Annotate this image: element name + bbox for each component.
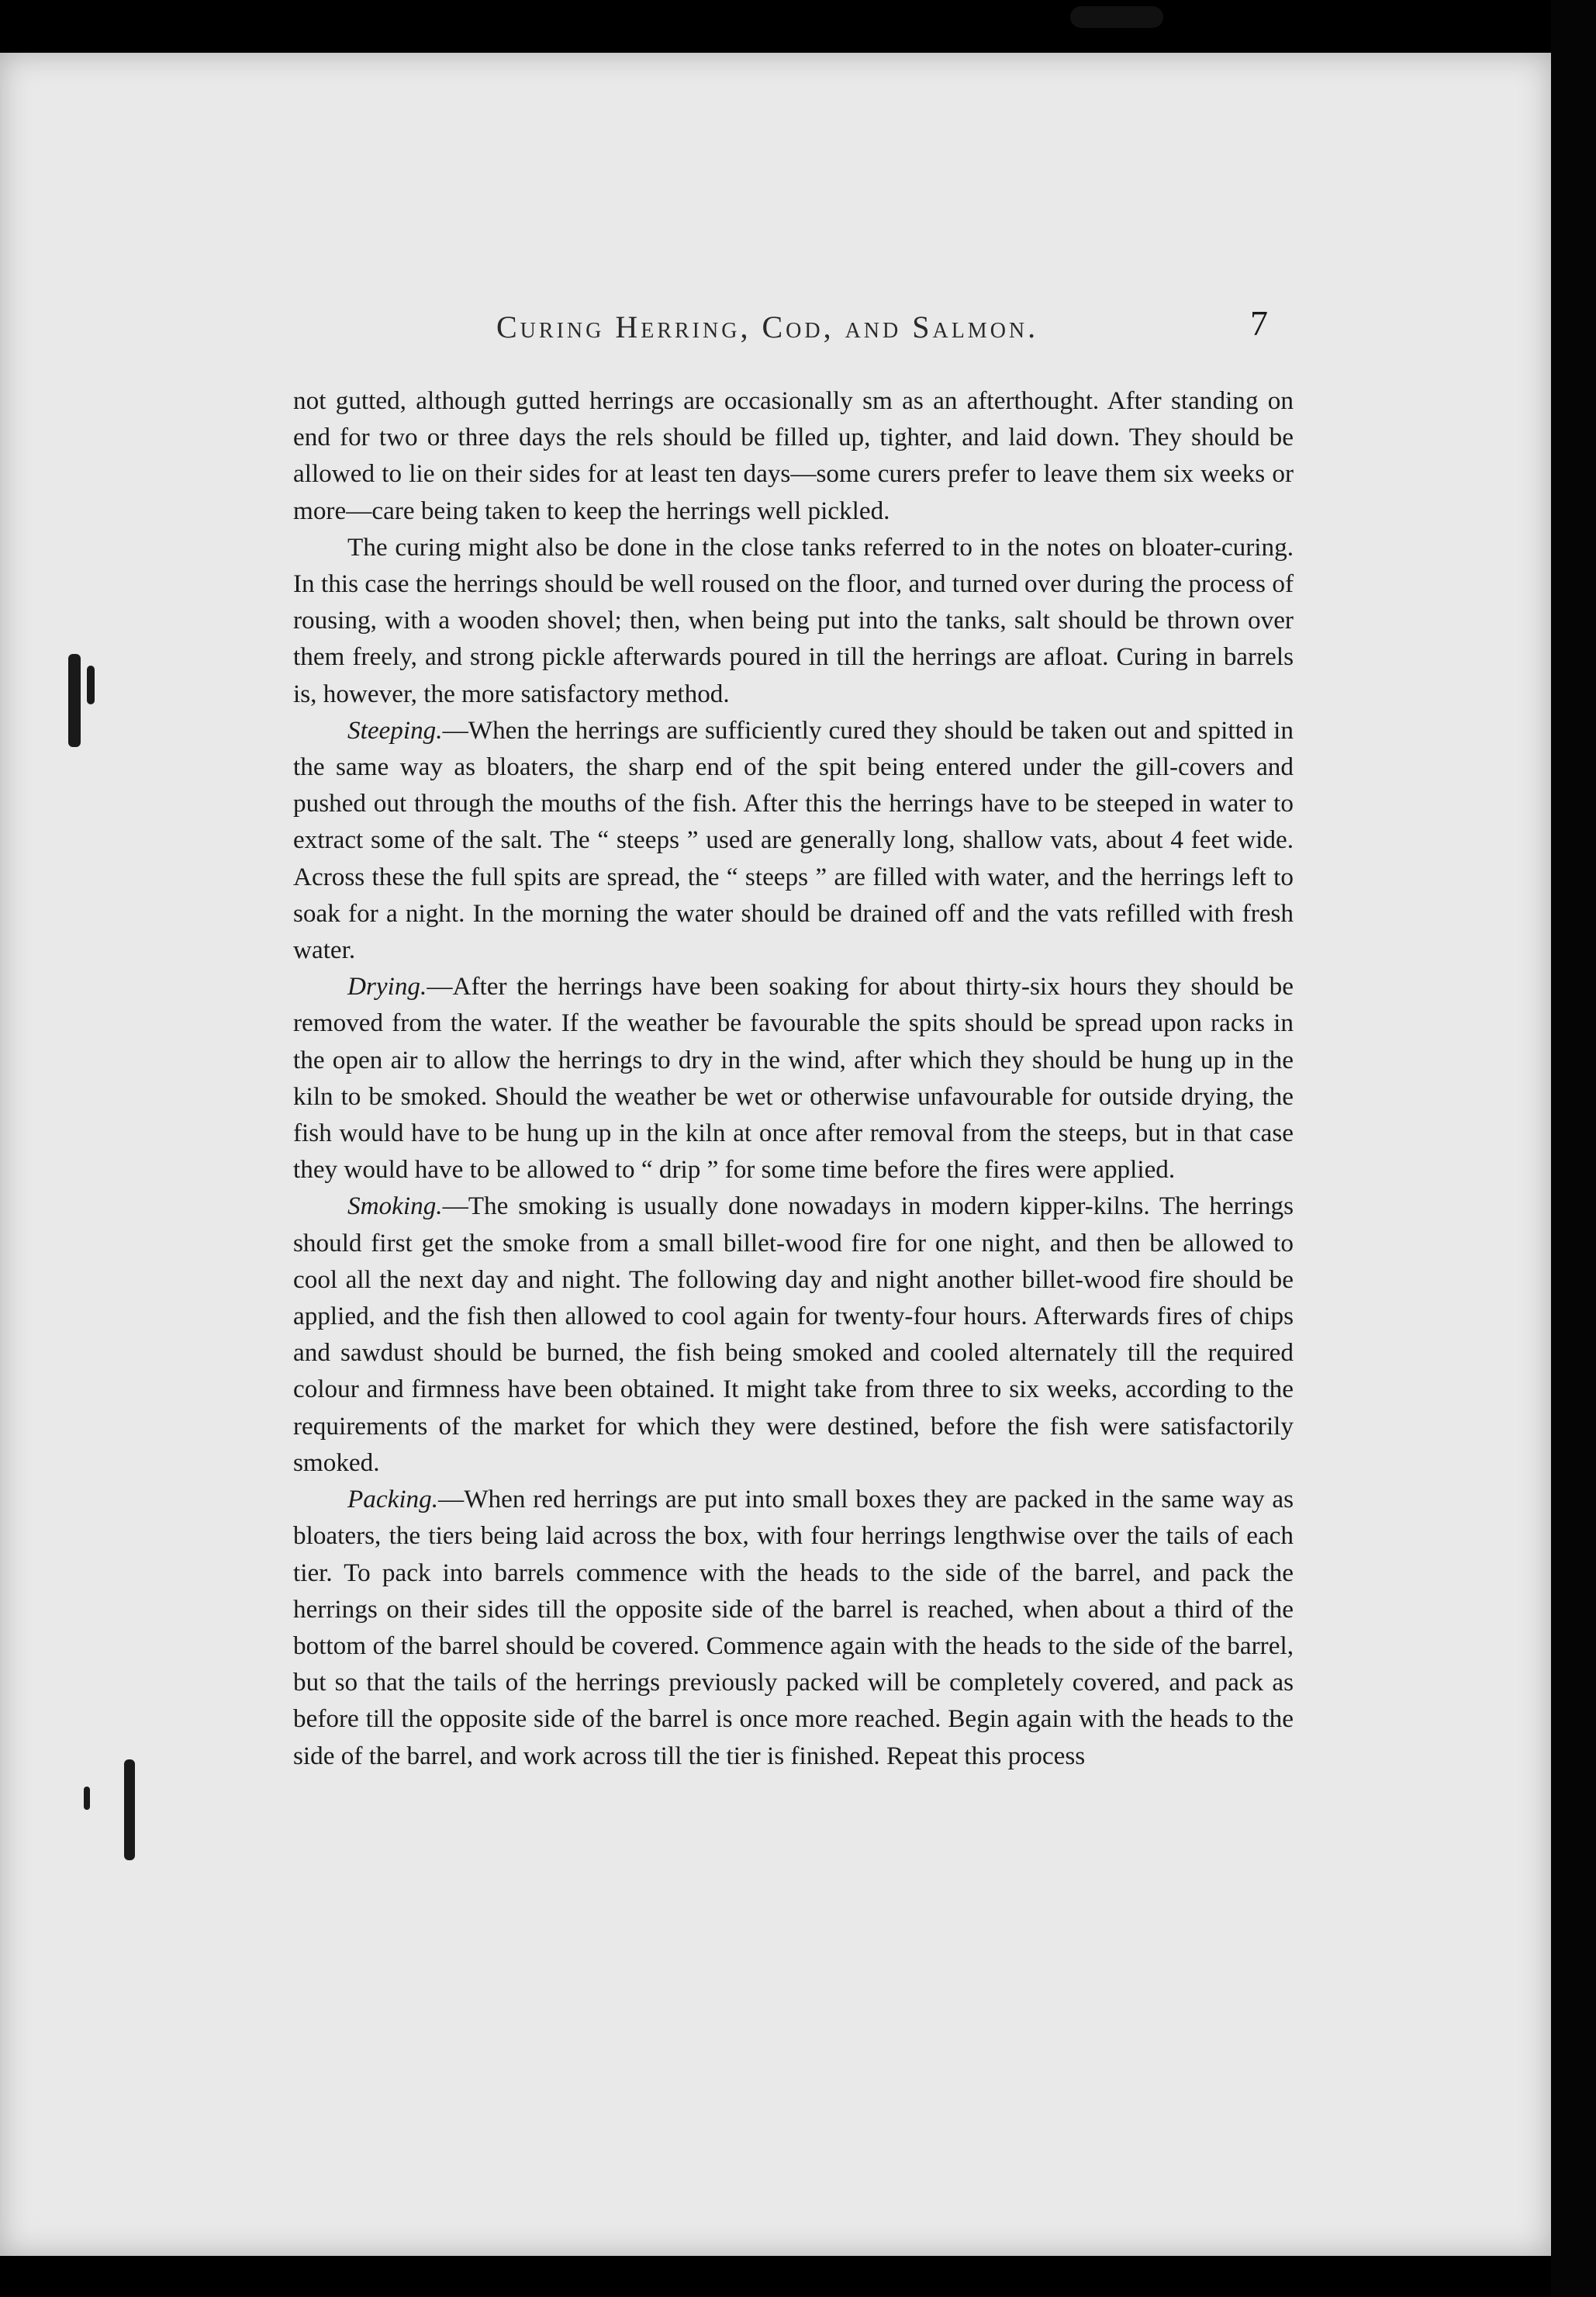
paragraph [293, 1481, 1294, 1774]
margin-smudge-mark [87, 666, 95, 704]
scan-artifact-top [1070, 6, 1163, 28]
paragraph-text: —The smoking is usually done nowadays in modern kipper-kilns. The herrings should first get the smoke from a small billet-wood fire for one night, and then be allowed to cool all the next day and night. The following day and night another billet-wood fire should be applied, and the fish then allowed to cool again for twenty-four hours. Afterwards fires of chips and sawdust should be burned, the fish being smoked and cooled alternately till the required colour and firmness have been obtained. It might take from three to six weeks, according to the requirements of the market for which they were destined, before the fish were satisfactorily smoked. [293, 1192, 1294, 1477]
paragraph [293, 1188, 1294, 1481]
body-text [293, 382, 1294, 1774]
paragraph-text: not gutted, although gutted herrings are occasionally sm as an afterthought. After standing on end for two or three days the rels should be filled up, tighter, and laid down. They should be allowed to lie on their sides for at least ten days—some curers prefer to leave them six weeks or more—care being taken to keep the herrings well pickled. [293, 386, 1294, 525]
page-number: 7 [1250, 303, 1268, 343]
section-run-in-heading: Drying. [347, 972, 427, 1001]
paragraph [293, 529, 1294, 712]
paragraph-text: —After the herrings have been soaking for about thirty-six hours they should be removed from the water. If the weather be favourable the spits should be spread upon racks in the open air to allow the herrings to dry in the wind, after which they should be hung up in the kiln to be smoked. Should the weather be wet or otherwise unfavourable for outside drying, the fish would have to be hung up in the kiln at once after removal from the steeps, but in that case they would have to be allowed to “ drip ” for some time before the fires were applied. [293, 972, 1294, 1185]
paragraph [293, 712, 1294, 968]
paragraph [293, 968, 1294, 1188]
section-run-in-heading: Steeping. [347, 715, 443, 745]
margin-smudge-mark [124, 1759, 135, 1860]
paragraph [293, 382, 1294, 529]
section-run-in-heading: Smoking. [347, 1192, 443, 1221]
section-run-in-heading: Packing. [347, 1485, 439, 1514]
margin-smudge-mark [84, 1787, 90, 1810]
paragraph-text: —When red herrings are put into small boxes they are packed in the same way as bloaters, the tiers being laid across the box, with four herrings lengthwise over the tails of each tier. To pack into barrels commence with the heads to the side of the barrel, and pack the herrings on their sides till the opposite side of the barrel is reached, when about a third of the bottom of the barrel should be covered. Commence again with the heads to the side of the barrel, but so that the tails of the herrings previously packed will be completely covered, and pack as before till the opposite side of the barrel is once more reached. Begin again with the heads to the side of the barrel, and work across till the tier is finished. Repeat this process [293, 1485, 1294, 1770]
margin-smudge-mark [68, 654, 81, 747]
scan-border-right [1551, 0, 1596, 2297]
paragraph-text: The curing might also be done in the close tanks referred to in the notes on bloater-curing. In this case the herrings should be well roused on the floor, and turned over during the process of rousing, with a wooden shovel; then, when being put into the tanks, salt should be thrown over them freely, and strong pickle afterwards poured in till the herrings are afloat. Curing in barrels is, however, the more satisfactory method. [293, 532, 1294, 708]
paragraph-text: —When the herrings are sufficiently cured they should be taken out and spitted in the same way as bloaters, the sharp end of the spit being entered under the gill-covers and pushed out through the mouths of the fish. After this the herrings have to be steeped in water to extract some of the salt. The “ steeps ” used are generally long, shallow vats, about 4 feet wide. Across these the full spits are spread, the “ steeps ” are filled with water, and the herrings left to soak for a night. In the morning the water should be drained off and the vats refilled with fresh water. [293, 715, 1294, 965]
book-page [0, 53, 1551, 2256]
running-header: Curing Herring, Cod, and Salmon. [496, 310, 1039, 344]
